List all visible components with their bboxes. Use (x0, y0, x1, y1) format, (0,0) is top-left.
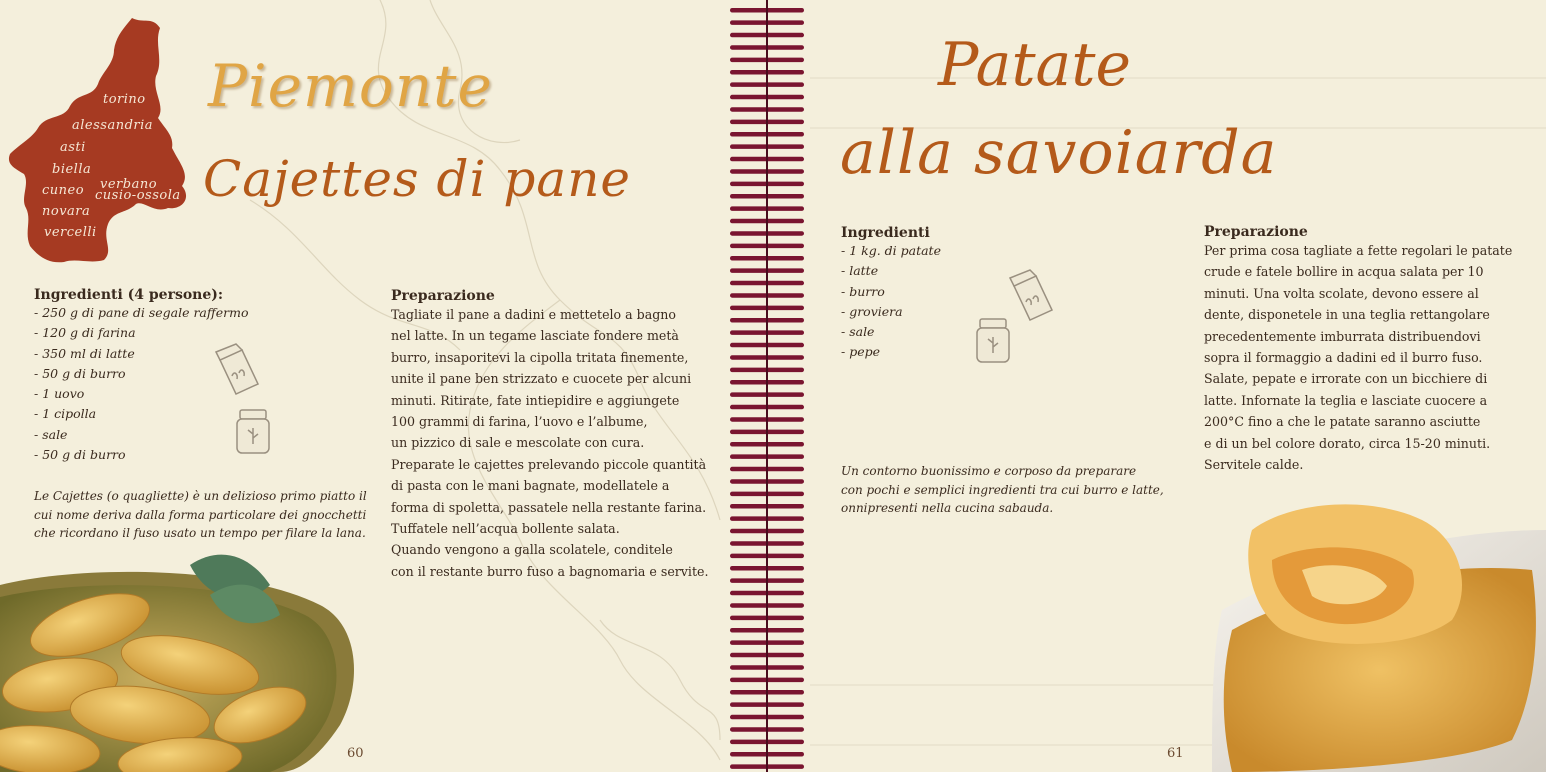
preparation-line: e di un bel colore dorato, circa 15-20 minuti. (1204, 435, 1491, 451)
note-line: onnipresenti nella cucina sabauda. (841, 501, 1054, 515)
ingredient-item: - groviera (841, 303, 903, 319)
preparation-line: sopra il formaggio a dadini ed il burro fuso. (1204, 350, 1483, 366)
ingredient-item: - 50 g di burro (34, 447, 126, 463)
preparation-line: di pasta con le mani bagnate, modellatele a (391, 478, 670, 494)
preparation-line: latte. Infornate la teglia e lasciate cuocere a (1204, 392, 1488, 408)
preparation-line: un pizzico di sale e mescolate con cura. (391, 435, 645, 451)
preparation-line: Per prima cosa tagliate a fette regolari le patate (1204, 243, 1513, 258)
map-city-label: torino (103, 92, 146, 107)
preparation-text (391, 304, 708, 582)
ingredient-item: - 1 cipolla (34, 406, 97, 422)
preparation-line: 100 grammi di farina, l’uovo e l’albume, (391, 414, 648, 430)
ingredient-item: - burro (841, 283, 885, 299)
recipe-title-line1: Patate (938, 30, 1131, 100)
ingredient-item: - 50 g di burro (34, 365, 126, 381)
ingredient-item: - 120 g di farina (34, 325, 136, 341)
preparation-line: dente, disponetele in una teglia rettangolare (1204, 307, 1490, 323)
preparation-line: minuti. Ritirate, fate intiepidire e aggiungete (391, 392, 680, 408)
preparation-line: minuti. Una volta scolate, devono essere al (1204, 285, 1479, 301)
preparation-line: unite il pane ben strizzato e cuocete per alcuni (391, 371, 692, 387)
preparation-line: Tagliate il pane a dadini e mettetelo a bagno (391, 307, 676, 322)
map-city-label: novara (42, 204, 91, 219)
note-line: Un contorno buonissimo e corposo da preparare (841, 464, 1137, 478)
left-page (0, 0, 720, 772)
ingredient-item: - 1 kg. di patate (841, 243, 941, 258)
preparation-section (1204, 224, 1512, 475)
ingredient-item: - 1 uovo (34, 386, 85, 402)
salt-shaker-icon (1006, 266, 1056, 324)
ingredient-item: - 350 ml di latte (34, 345, 135, 361)
map-city-label: verbano (100, 177, 158, 192)
ingredients-section (841, 225, 941, 363)
spice-jar-icon (234, 408, 272, 456)
ingredients-heading: Ingredienti (841, 225, 930, 241)
recipe-note (34, 487, 367, 543)
map-city-label: asti (60, 140, 86, 155)
note-line: cui nome deriva dalla forma particolare dei gnocchetti (34, 507, 367, 522)
salt-shaker-icon (212, 340, 262, 398)
ingredient-item: - 250 g di pane di segale raffermo (34, 305, 249, 320)
recipe-title-line2: alla savoiarda (840, 118, 1278, 188)
preparation-section (391, 288, 708, 582)
preparation-line: nel latte. In un tegame lasciate fondere metà (391, 328, 679, 344)
preparation-heading: Preparazione (1204, 224, 1308, 240)
recipe-note (841, 462, 1164, 518)
spiral-binding (728, 0, 806, 772)
page-number: 61 (1167, 746, 1184, 761)
note-line: che ricordano il fuso usato un tempo per filare la lana. (34, 526, 366, 540)
page-number: 60 (347, 746, 364, 761)
note-line: Le Cajettes (o quagliette) è un delizioso primo piatto il (34, 489, 367, 503)
piemonte-region-map (4, 14, 200, 266)
patate-savoiarda-photo (1212, 500, 1546, 772)
map-city-label: alessandria (72, 118, 154, 133)
ingredient-item: - sale (841, 324, 875, 340)
region-title: Piemonte (208, 52, 493, 120)
preparation-line: Preparate le cajettes prelevando piccole quantità (391, 456, 707, 472)
ingredient-item: - pepe (841, 344, 880, 360)
preparation-text (1204, 240, 1512, 475)
recipe-title: Cajettes di pane (203, 150, 631, 208)
map-city-label: cuneo (42, 183, 85, 198)
preparation-line: Tuffatele nell’acqua bollente salata. (391, 521, 620, 537)
preparation-line: 200°C fino a che le patate saranno asciutte (1204, 414, 1481, 430)
preparation-heading: Preparazione (391, 288, 495, 304)
ingredients-heading: Ingredienti (4 persone): (34, 287, 224, 303)
preparation-line: con il restante burro fuso a bagnomaria e servite. (391, 563, 709, 579)
ingredient-item: - sale (34, 426, 68, 442)
spice-jar-icon (974, 317, 1012, 365)
preparation-line: precedentemente imburrata distribuendovi (1204, 328, 1481, 344)
preparation-line: crude e fatele bollire in acqua salata per 10 (1204, 264, 1484, 280)
preparation-line: Salate, pepate e irrorate con un bicchiere di (1204, 371, 1488, 387)
cajettes-photo (0, 545, 362, 772)
preparation-line: burro, insaporitevi la cipolla tritata finemente, (391, 349, 689, 365)
map-city-label: cusio-ossola (95, 188, 181, 203)
map-city-label: biella (52, 162, 92, 177)
map-city-label: vercelli (44, 225, 97, 240)
note-line: con pochi e semplici ingredienti tra cui burro e latte, (841, 482, 1164, 497)
ingredient-item: - latte (841, 263, 879, 279)
preparation-line: Quando vengono a galla scolatele, conditele (391, 542, 673, 558)
preparation-line: Servitele calde. (1204, 457, 1304, 473)
right-page (810, 0, 1546, 772)
preparation-line: forma di spoletta, passatele nella restante farina. (391, 499, 707, 515)
ingredients-list (841, 241, 941, 363)
